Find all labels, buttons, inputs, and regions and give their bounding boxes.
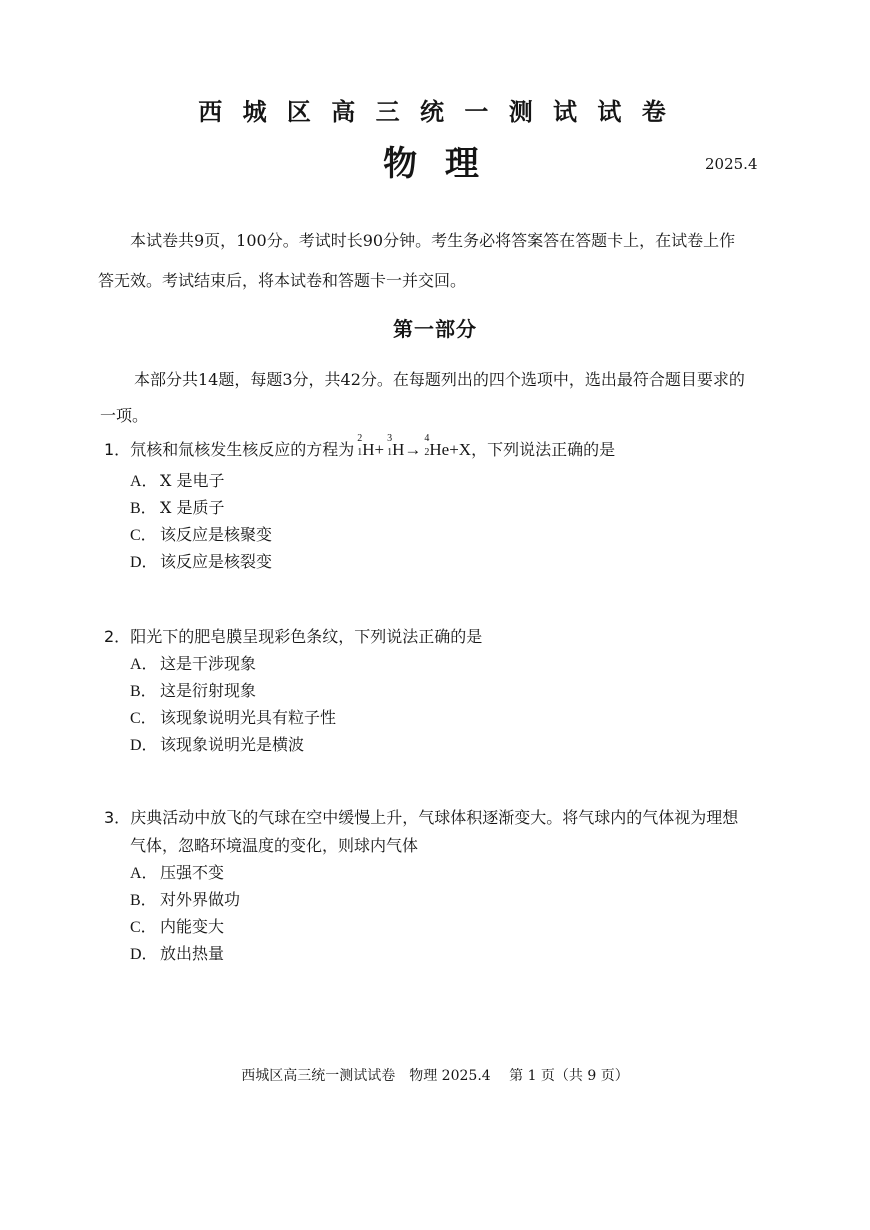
question-1-option-b: B． X 是质子 — [130, 498, 225, 517]
subject-title: 物 理 — [383, 144, 487, 184]
question-2-option-d: D． 该现象说明光是横波 — [130, 735, 305, 754]
question-3-stem-line-1 — [104, 805, 738, 828]
question-2-option-a: A． 这是干涉现象 — [130, 654, 257, 673]
question-2-option-b: B． 这是衍射现象 — [130, 681, 257, 700]
exam-title: 西 城 区 高 三 统 一 测 试 试 卷 — [198, 97, 672, 126]
question-1-option-d: D． 该反应是核裂变 — [130, 552, 273, 571]
page-footer: 西城区高三统一测试试卷 物理 2025.4 第 1 页（共 9 页） — [241, 1068, 629, 1084]
question-3-option-c: C． 内能变大 — [130, 917, 225, 936]
question-stem-text: 庆典活动中放飞的气球在空中缓慢上升，气球体积逐渐变大。将气球内的气体视为理想 — [130, 808, 739, 827]
isotope-label: 2 1 — [357, 433, 363, 458]
instructions-line-2: 答无效。考试结束后，将本试卷和答题卡一并交回。 — [98, 271, 467, 290]
isotope-label: 4 2 — [424, 433, 430, 458]
reaction-arrow: → — [404, 440, 422, 459]
exam-date: 2025.4 — [705, 155, 758, 173]
question-3-option-a: A． 压强不变 — [130, 863, 225, 882]
part-one-title: 第一部分 — [393, 317, 477, 341]
question-stem-text: ，下列说法正确的是 — [471, 440, 616, 459]
question-number: 2． — [104, 627, 131, 646]
question-3-stem-line-2: 气体，忽略环境温度的变化，则球内气体 — [130, 836, 419, 855]
question-1-option-a: A． X 是电子 — [130, 471, 225, 490]
question-3-option-b: B． 对外界做功 — [130, 890, 241, 909]
question-2-stem — [104, 624, 482, 647]
nuclear-equation: 2 1 H+ 3 1 H→ 4 2 He+X — [354, 439, 471, 460]
question-2-option-c: C． 该现象说明光具有粒子性 — [130, 708, 337, 727]
part-one-desc-line-1: 本部分共14题，每题3分，共42分。在每题列出的四个选项中，选出最符合题目要求的 — [134, 370, 745, 389]
question-3-option-d: D． 放出热量 — [130, 944, 225, 963]
question-stem-text: 阳光下的肥皂膜呈现彩色条纹，下列说法正确的是 — [130, 627, 483, 646]
instructions-line-1: 本试卷共9页，100分。考试时长90分钟。考生务必将答案答在答题卡上，在试卷上作 — [130, 231, 736, 250]
part-one-desc-line-2: 一项。 — [100, 406, 149, 425]
question-number: 1． — [104, 440, 131, 459]
question-1-option-c: C． 该反应是核聚变 — [130, 525, 273, 544]
question-number: 3． — [104, 808, 131, 827]
question-stem-text: 氘核和氚核发生核反应的方程为 — [130, 440, 355, 459]
question-1-stem — [104, 433, 616, 460]
isotope-label: 3 1 — [387, 433, 393, 458]
